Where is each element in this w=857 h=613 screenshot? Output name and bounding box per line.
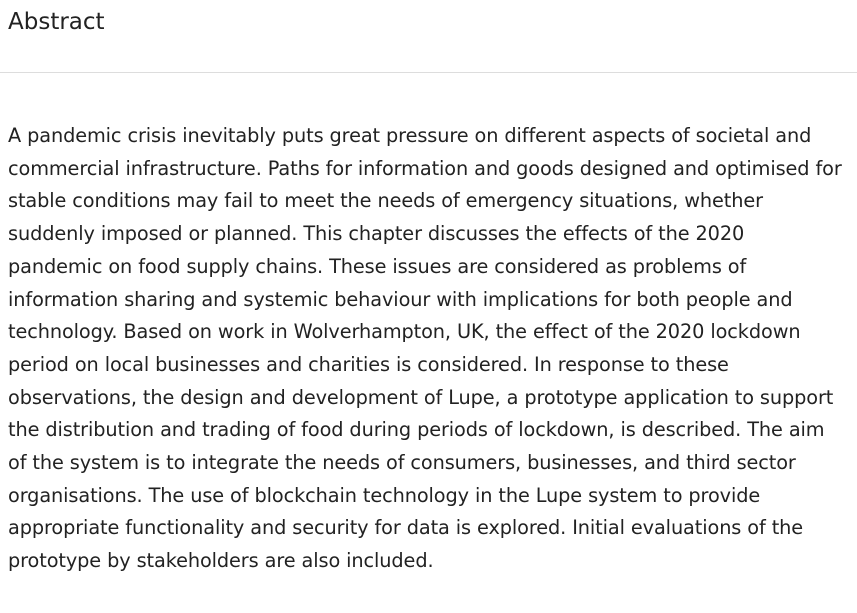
abstract-heading: Abstract — [8, 9, 105, 35]
abstract-header — [0, 0, 857, 73]
abstract-text: A pandemic crisis inevitably puts great pressure on different aspects of societal and commercial infrastructure. Paths for information and goods designed and optimised for stable conditions may fail to meet the needs of emergency situations, whether suddenly imposed or planned. This chapter discusses the effects of the 2020 pandemic on food supply chains. These issues are considered as problems of information sharing and systemic behaviour with implications for both people and technology. Based on work in Wolverhampton, UK, the effect of the 2020 lockdown period on local businesses and charities is considered. In response to these observations, the design and development of Lupe, a prototype application to support the distribution and trading of food during periods of lockdown, is described. The aim of the system is to integrate the needs of consumers, businesses, and third sector organisations. The use of blockchain technology in the Lupe system to provide appropriate functionality and security for data is explored. Initial evaluations of the prototype by stakeholders are also included. — [8, 124, 842, 573]
